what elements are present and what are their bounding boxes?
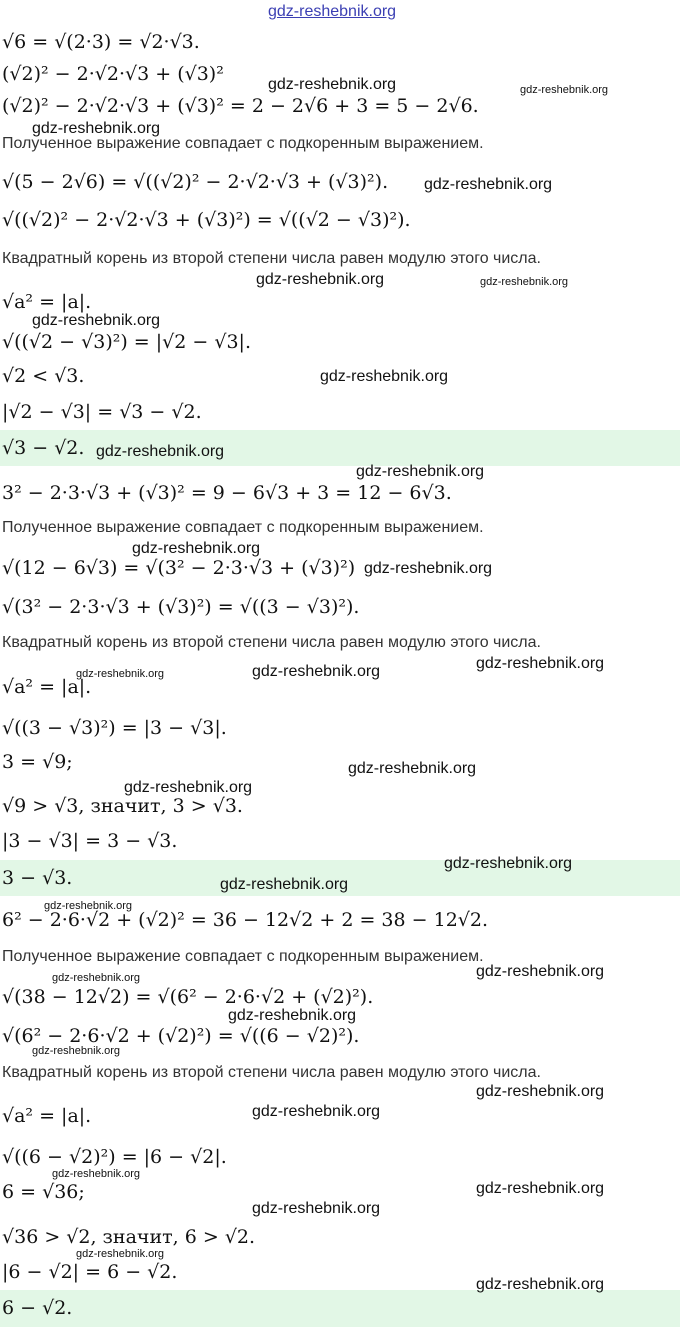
math-line: |6 − √2| = 6 − √2. bbox=[2, 1261, 178, 1283]
watermark: gdz-reshebnik.org bbox=[76, 1248, 165, 1260]
watermark: gdz-reshebnik.org bbox=[348, 760, 477, 777]
watermark: gdz-reshebnik.org bbox=[364, 560, 493, 577]
watermark: gdz-reshebnik.org bbox=[124, 779, 253, 796]
watermark: gdz-reshebnik.org bbox=[268, 76, 397, 93]
watermark: gdz-reshebnik.org bbox=[476, 963, 605, 980]
math-line: |3 − √3| = 3 − √3. bbox=[2, 830, 178, 852]
watermark: gdz-reshebnik.org bbox=[32, 120, 161, 137]
math-line: √36 > √2, значит, 6 > √2. bbox=[2, 1226, 256, 1248]
math-line: |√2 − √3| = √3 − √2. bbox=[2, 401, 202, 423]
watermark: gdz-reshebnik.org bbox=[32, 1045, 121, 1057]
math-line: √9 > √3, значит, 3 > √3. bbox=[2, 795, 243, 817]
math-line: √2 < √3. bbox=[2, 365, 85, 387]
math-line: √((6 − √2)²) = |6 − √2|. bbox=[2, 1146, 227, 1168]
math-line: √6 = √(2·3) = √2·√3. bbox=[2, 31, 200, 53]
watermark: gdz-reshebnik.org bbox=[252, 1200, 381, 1217]
watermark: gdz-reshebnik.org bbox=[44, 900, 133, 912]
watermark: gdz-reshebnik.org bbox=[220, 876, 349, 893]
math-line: 3 = √9; bbox=[2, 751, 73, 773]
watermark: gdz-reshebnik.org bbox=[252, 1103, 381, 1120]
watermark: gdz-reshebnik.org bbox=[480, 276, 569, 288]
math-line: 6 = √36; bbox=[2, 1181, 85, 1203]
math-line: √((√2)² − 2·√2·√3 + (√3)²) = √((√2 − √3)²). bbox=[2, 209, 411, 231]
watermark: gdz-reshebnik.org bbox=[320, 368, 449, 385]
math-line: 3² − 2·3·√3 + (√3)² = 9 − 6√3 + 3 = 12 − 6√3. bbox=[2, 482, 452, 504]
watermark: gdz-reshebnik.org bbox=[32, 312, 161, 329]
answer-line: 3 − √3. bbox=[2, 867, 73, 889]
answer-line: 6 − √2. bbox=[2, 1297, 73, 1319]
explanation-text: Полученное выражение совпадает с подкоренным выражением. bbox=[2, 519, 484, 536]
math-line: (√2)² − 2·√2·√3 + (√3)² bbox=[2, 63, 224, 85]
math-line: √(38 − 12√2) = √(6² − 2·6·√2 + (√2)²). bbox=[2, 986, 374, 1008]
watermark: gdz-reshebnik.org bbox=[52, 1168, 141, 1180]
watermark: gdz-reshebnik.org bbox=[476, 655, 605, 672]
watermark: gdz-reshebnik.org bbox=[256, 271, 385, 288]
watermark: gdz-reshebnik.org bbox=[476, 1083, 605, 1100]
watermark: gdz-reshebnik.org bbox=[476, 1180, 605, 1197]
watermark: gdz-reshebnik.org bbox=[424, 176, 553, 193]
watermark: gdz-reshebnik.org bbox=[444, 855, 573, 872]
math-line: √((√2 − √3)²) = |√2 − √3|. bbox=[2, 331, 251, 353]
math-line: √(6² − 2·6·√2 + (√2)²) = √((6 − √2)²). bbox=[2, 1025, 360, 1047]
watermark: gdz-reshebnik.org bbox=[252, 663, 381, 680]
math-line: √((3 − √3)²) = |3 − √3|. bbox=[2, 717, 227, 739]
watermark: gdz-reshebnik.org bbox=[96, 443, 225, 460]
site-header-link[interactable]: gdz-reshebnik.org bbox=[268, 3, 397, 20]
answer-line: √3 − √2. bbox=[2, 437, 85, 459]
math-line: (√2)² − 2·√2·√3 + (√3)² = 2 − 2√6 + 3 = 5 − 2√6. bbox=[2, 95, 479, 117]
math-line: √(3² − 2·3·√3 + (√3)²) = √((3 − √3)²). bbox=[2, 596, 360, 618]
math-line: √(5 − 2√6) = √((√2)² − 2·√2·√3 + (√3)²). bbox=[2, 171, 389, 193]
watermark: gdz-reshebnik.org bbox=[520, 84, 609, 96]
explanation-text: Квадратный корень из второй степени числа равен модулю этого числа. bbox=[2, 250, 541, 267]
watermark: gdz-reshebnik.org bbox=[476, 1276, 605, 1293]
answer-highlight-3 bbox=[0, 1290, 680, 1327]
math-line: √a² = |a|. bbox=[2, 676, 92, 698]
explanation-text: Квадратный корень из второй степени числа равен модулю этого числа. bbox=[2, 634, 541, 651]
explanation-text: Полученное выражение совпадает с подкоренным выражением. bbox=[2, 948, 484, 965]
math-line: √a² = |a|. bbox=[2, 1105, 92, 1127]
watermark: gdz-reshebnik.org bbox=[132, 540, 261, 557]
math-line: √a² = |a|. bbox=[2, 291, 92, 313]
watermark: gdz-reshebnik.org bbox=[356, 463, 485, 480]
math-line: 6² − 2·6·√2 + (√2)² = 36 − 12√2 + 2 = 38 − 12√2. bbox=[2, 909, 489, 931]
explanation-text: Полученное выражение совпадает с подкоренным выражением. bbox=[2, 135, 484, 152]
explanation-text: Квадратный корень из второй степени числа равен модулю этого числа. bbox=[2, 1064, 541, 1081]
watermark: gdz-reshebnik.org bbox=[228, 1007, 357, 1024]
math-line: √(12 − 6√3) = √(3² − 2·3·√3 + (√3)²) bbox=[2, 557, 356, 579]
watermark: gdz-reshebnik.org bbox=[76, 668, 165, 680]
watermark: gdz-reshebnik.org bbox=[52, 972, 141, 984]
